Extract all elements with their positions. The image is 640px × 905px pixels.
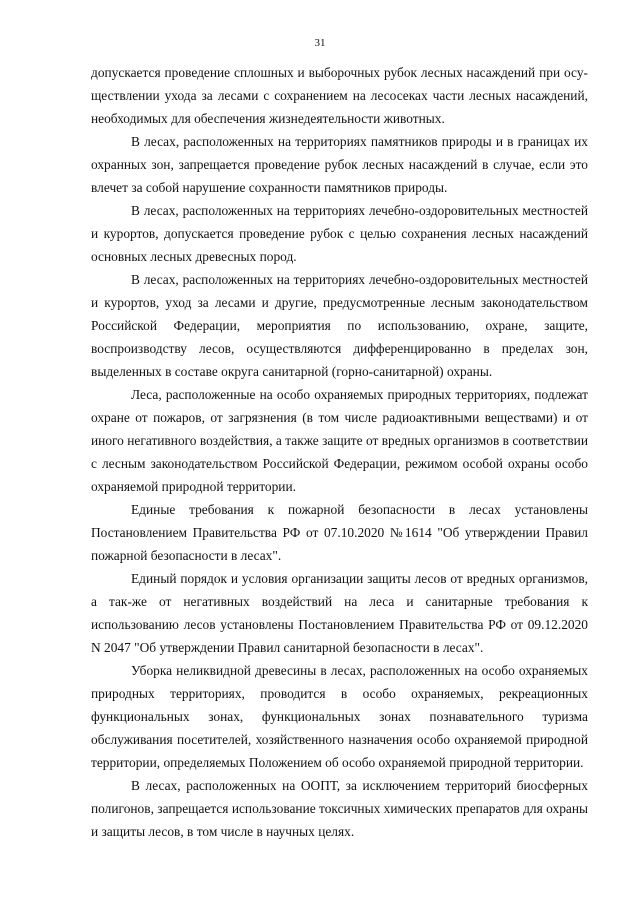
paragraph-sanitary-safety: Единый порядок и условия организации защиты лесов от вредных организмов, а так-же от негативных воздействий на леса и санитарные требования к использованию лесов установлены Постановлением Правительства РФ от 09.12.2020 N 2047 "Об утверждении Правил санитарной безопасности в лесах". — [91, 571, 588, 655]
paragraph-resorts-felling: В лесах, расположенных на территориях лечебно-оздоровительных местностей и курортов, допускается проведение рубок с целью сохранения лесных насаждений основных лесных древесных пород. — [91, 203, 588, 264]
paragraph-continuation: допускается проведение сплошных и выборочных рубок лесных насаждений при осуществлении ухода за лесами с сохранением на лесосеках части лесных насаждений, необходимых для обеспечения жизнедеятельности животных. — [91, 65, 588, 126]
paragraph-resorts-forest-care: В лесах, расположенных на территориях лечебно-оздоровительных местностей и курортов, уход за лесами и другие, предусмотренные лесным законодательством Российской Федерации, мероприятия по использованию, охране, защите, воспроизводству лесов, осуществляются дифференцированно в пределах зон, выделенных в составе округа санитарной (горно-санитарной) охраны. — [91, 272, 588, 379]
document-body — [91, 61, 588, 843]
paragraph-natural-monuments: В лесах, расположенных на территориях памятников природы и в границах их охранных зон, запрещается проведение рубок лесных насаждений в случае, если это влечет за собой нарушение сохранности памятников природы. — [91, 134, 588, 195]
paragraph-chemicals-ban: В лесах, расположенных на ООПТ, за исключением территорий биосферных полигонов, запрещается использование токсичных химических препаратов для охраны и защиты лесов, в том числе в научных целях. — [91, 778, 588, 839]
paragraph-deadwood-cleanup: Уборка неликвидной древесины в лесах, расположенных на особо охраняемых природных территориях, проводится в особо охраняемых, рекреационных функциональных зонах, функциональных зонах познавательного туризма обслуживания посетителей, хозяйственного назначения особо охраняемой природной территории, определяемых Положением об особо охраняемой природной территории. — [91, 663, 588, 770]
paragraph-protected-areas-protection: Леса, расположенные на особо охраняемых природных территориях, подлежат охране от пожаров, от загрязнения (в том числе радиоактивными веществами) и от иного негативного воздействия, а также защите от вредных организмов в соответствии с лесным законодательством Российской Федерации, режимом особой охраны особо охраняемой природной территории. — [91, 387, 588, 494]
paragraph-fire-safety: Единые требования к пожарной безопасности в лесах установлены Постановлением Правительства РФ от 07.10.2020 №1614 "Об утверждении Правил пожарной безопасности в лесах". — [91, 502, 588, 563]
page-number: 31 — [314, 37, 326, 49]
